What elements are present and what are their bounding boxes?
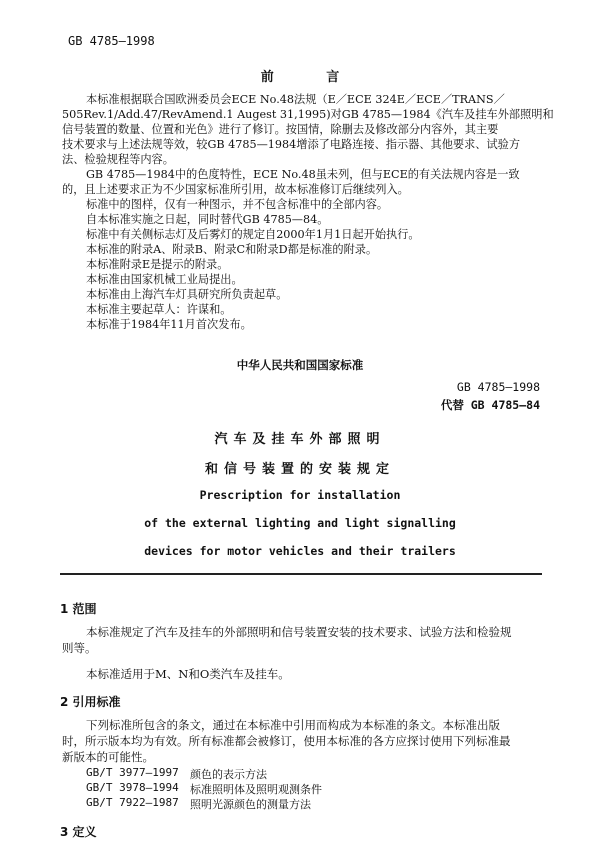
foreword-line: 本标准根据联合国欧洲委员会ECE No.48法规（E／ECE 324E／ECE／TRANS／ [86,93,505,106]
section-1-heading: 1 范围 [60,602,97,616]
foreword-line: 本标准于1984年11月首次发布。 [86,318,252,331]
national-standard-label: 中华人民共和国国家标准 [236,358,364,372]
foreword-line: 本标准由上海汽车灯具研究所负责起草。 [86,288,288,301]
title-cn-line-2: 和信号装置的安装规定 [204,462,395,477]
reference-code: GB/T 7922—1987 [86,796,179,809]
section-2-text: 时，所示版本均为有效。所有标准都会被修订，使用本标准的各方应探讨使用下列标准最 [62,734,511,748]
foreword-line: 本标准的附录A、附录B、附录C和附录D都是标准的附录。 [86,243,378,256]
title-en-line-3: devices for motor vehicles and their trailers [144,544,456,558]
reference-title: 颜色的表示方法 [190,768,267,781]
section-1-text: 本标准规定了汽车及挂车的外部照明和信号装置安装的技术要求、试验方法和检验规 [86,625,512,639]
foreword-line: 505Rev.1/Add.47/RevAmend.1 Augest 31,1995)对GB 4785—1984《汽车及挂车外部照明和 [62,108,554,121]
reference-code: GB/T 3978—1994 [86,781,179,794]
title-divider [60,573,542,575]
title-en-line-2: of the external lighting and light signalling [144,516,456,530]
section-1-text: 本标准适用于M、N和O类汽车及挂车。 [86,667,290,681]
section-3-heading: 3 定义 [60,825,97,839]
foreword-line: 技术要求与上述法规等效，较GB 4785—1984增添了电路连接、指示器、其他要求、试验方 [62,138,521,151]
foreword-line: 法、检验规程等内容。 [62,153,174,166]
section-2-text: 新版本的可能性。 [62,750,154,764]
section-1-text: 则等。 [62,641,97,655]
section-2-text: 下列标准所包含的条文，通过在本标准中引用而构成为本标准的条文。本标准出版 [86,718,500,732]
reference-title: 照明光源颜色的测量方法 [190,798,311,811]
foreword-line: 本标准由国家机械工业局提出。 [86,273,243,286]
header-standard-id: GB 4785—1998 [68,34,155,48]
foreword-line: 信号装置的数量、位置和光色》进行了修订。按国情，除删去及修改部分内容外，其主要 [62,123,499,136]
foreword-title: 前 言 [260,70,364,85]
title-cn-line-1: 汽车及挂车外部照明 [214,432,386,447]
foreword-line: 自本标准实施之日起，同时替代GB 4785—84。 [86,213,329,226]
foreword-line: 本标准主要起草人：许谋和。 [86,303,232,316]
foreword-line: 的，且上述要求正为不少国家标准所引用，故本标准修订后继续列入。 [62,183,409,196]
reference-code: GB/T 3977—1997 [86,766,179,779]
section-2-heading: 2 引用标准 [60,695,121,709]
title-en-line-1: Prescription for installation [199,488,401,502]
standard-number: GB 4785—1998 [456,380,540,394]
foreword-line: 标准中的图样，仅有一种图示，并不包含标准中的全部内容。 [86,198,389,211]
foreword-line: 本标准附录E是提示的附录。 [86,258,229,271]
standard-replaces: 代替 GB 4785—84 [440,398,540,412]
foreword-line: 标准中有关侧标志灯及后雾灯的规定自2000年1月1日起开始执行。 [86,228,420,241]
reference-title: 标准照明体及照明观测条件 [190,783,322,796]
foreword-line: GB 4785—1984中的色度特性，ECE No.48虽未列，但与ECE的有关法规内容是一致 [86,168,520,181]
